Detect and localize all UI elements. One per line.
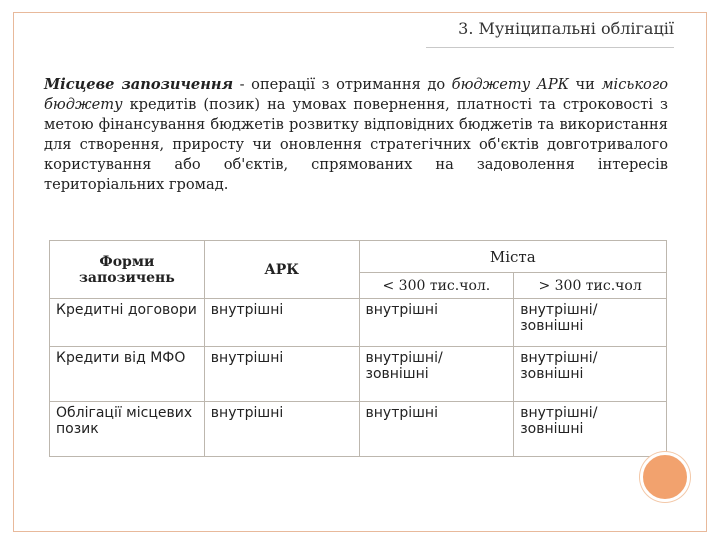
definition-italic-city: міського бюджету	[44, 76, 668, 113]
cell-small: внутрішні	[359, 402, 514, 457]
cell-small: внутрішні	[359, 299, 514, 347]
table-row	[50, 402, 667, 457]
header-small-cities: < 300 тис.чол.	[359, 273, 514, 299]
cell-ark: внутрішні	[204, 347, 359, 402]
decorative-orange-circle	[640, 452, 690, 502]
cell-form: Кредити від МФО	[50, 347, 205, 402]
title-underline	[426, 47, 674, 48]
header-ark: АРК	[204, 241, 359, 299]
slide-title: 3. Муніципальні облігації	[458, 19, 674, 38]
definition-paragraph	[44, 75, 668, 195]
cell-form: Облігації місцевих позик	[50, 402, 205, 457]
definition-rest: кредитів (позик) на умовах повернення, платності та строковості з метою фінансування бюджетів розвитку відповідних бюджетів та використання для створення, приросту чи оновлення стратегічних об'єктів довготривалого користування або об'єктів, спрямованих на задоволення інтересів територіальних громад.	[44, 96, 668, 193]
header-large-cities: > 300 тис.чол	[514, 273, 667, 299]
cell-large: внутрішні/ зовнішні	[514, 299, 667, 347]
definition-italic-ark: бюджету АРК	[451, 76, 569, 93]
borrowing-forms-table	[49, 240, 667, 457]
cell-ark: внутрішні	[204, 402, 359, 457]
cell-large: внутрішні/ зовнішні	[514, 347, 667, 402]
definition-term: Місцеве запозичення	[44, 76, 234, 93]
cell-large: внутрішні/ зовнішні	[514, 402, 667, 457]
definition-dash: - операції з отримання до	[233, 76, 452, 93]
cell-ark: внутрішні	[204, 299, 359, 347]
table-row	[50, 347, 667, 402]
cell-small: внутрішні/ зовнішні	[359, 347, 514, 402]
table-header-row-1	[50, 241, 667, 273]
table-row	[50, 299, 667, 347]
definition-mid: чи	[568, 76, 602, 93]
cell-form: Кредитні договори	[50, 299, 205, 347]
header-forms: Форми запозичень	[50, 241, 205, 299]
header-cities: Міста	[359, 241, 667, 273]
